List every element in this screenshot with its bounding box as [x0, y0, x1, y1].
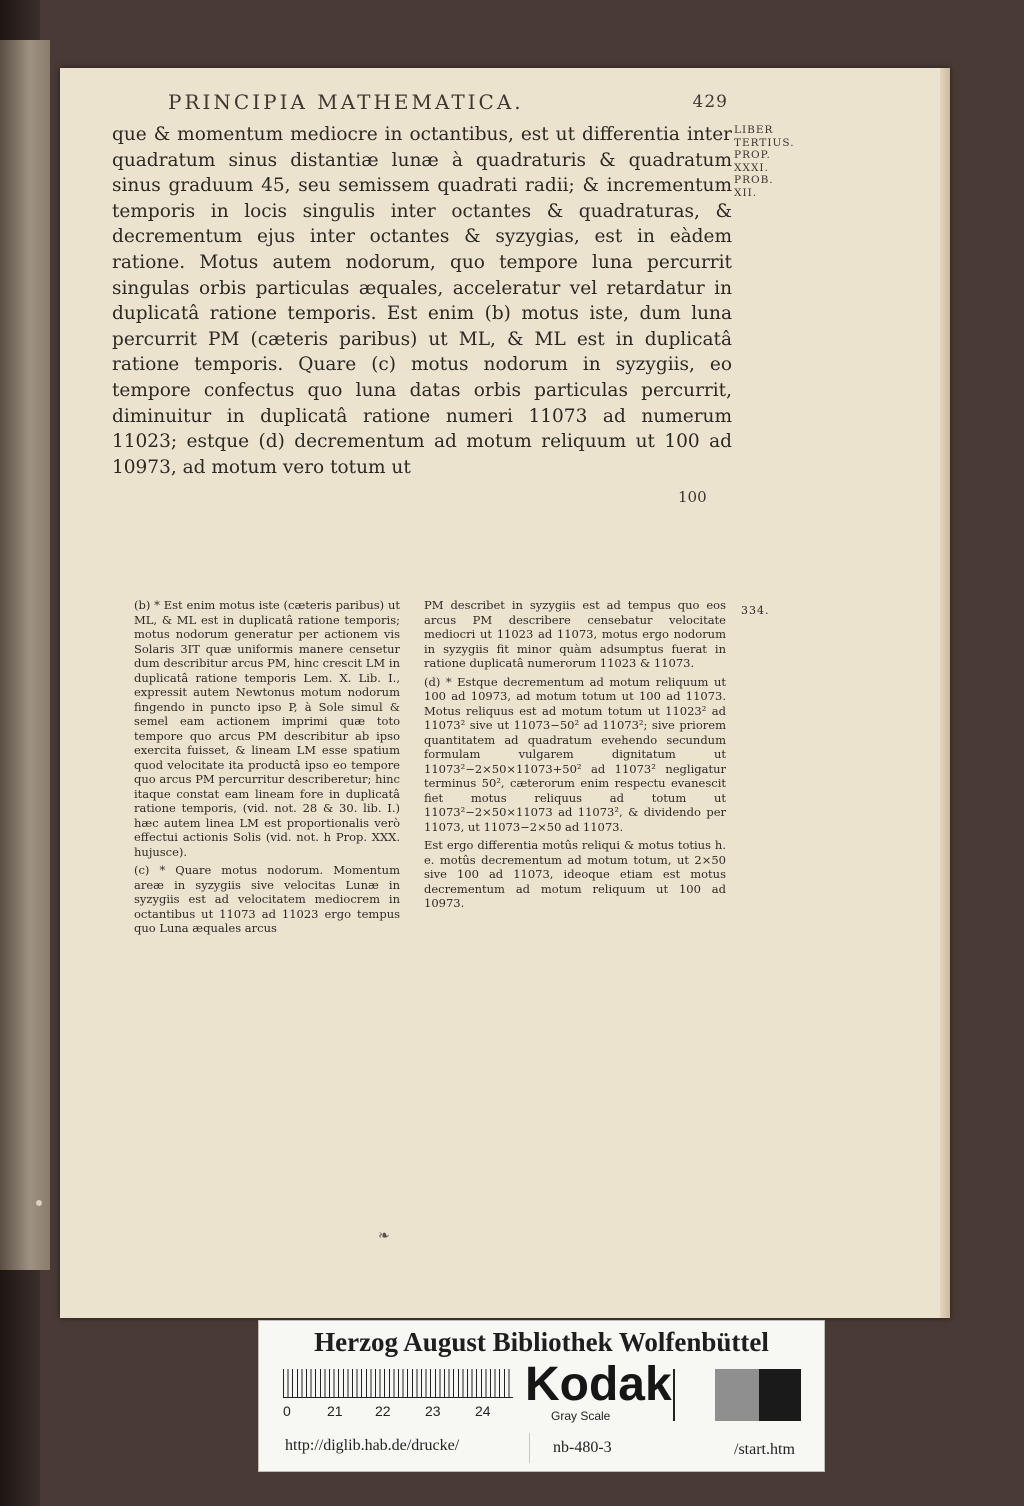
gray-swatch [715, 1369, 759, 1421]
gray-scale-label: Gray Scale [551, 1409, 611, 1423]
main-paragraph: que & momentum mediocre in octantibus, est ut differentia inter quadratum sinus distantiæ lunæ à quadraturis & quadratum sinus graduum 45, seu semissem quadrati radii; & incrementum temporis in locis singulis inter octantes & quadraturas, & decrementum ejus inter octantes & syzygias, est in eàdem ratione. Motus autem nodorum, quo tempore luna percurrit singulas orbis particulas æquales, acceleratur vel retardatur in duplicatâ ratione temporis. Est enim (b) motus iste, dum luna percurrit PM (cæteris paribus) ut ML, & ML est in duplicatâ ratione temporis. Quare (c) motus nodorum in syzygiis, eo tempore confectus quo luna datas orbis particulas percurrit, diminuitur in duplicatâ ratione numeri 11073 ad numerum 11023; estque (d) decrementum ad motum reliquum ut 100 ad 10973, ad motum vero totum ut [112, 124, 732, 478]
library-url: http://diglib.hab.de/drucke/ [285, 1437, 460, 1454]
footnote-c-continued: PM describet in syzygiis est ad tempus quo eos arcus PM describere censebatur velocitate mediocri ut 11023 ad 11073, motus ergo nodorum in syzygiis fit minor quàm adsumptus fuerat in ratione duplicatâ numerorum 11023 & 11073. [424, 598, 726, 670]
running-header [168, 90, 728, 114]
footnote-d: (d) * Estque decrementum ad motum reliquum ut 100 ad 10973, ad motum totum ut 100 ad 11073. Motus reliquus est ad motum totum ut 11023² ad 11073² sive ut 11073−50² ad 11073²; sive priorem quantitatem ad quadratum evehendo secundum formulam vulgarem dignitatum ut 11073²−2×50×11073+50² ad 11073² negligatur terminus 50², cæterorum enim respectu evanescit fiet motus reliquus ad totum ut 11073²−2×50×11073 ad 11073², & dividendo per 11073, ut 11073−2×50 ad 11073. [424, 674, 726, 834]
margin-note-line: PROP. [734, 149, 771, 161]
margin-note [734, 124, 795, 199]
page-edge [940, 68, 950, 1318]
ruler-number: 23 [425, 1403, 441, 1419]
margin-note-line: LIBER [734, 124, 774, 136]
page-number: 429 [692, 92, 728, 112]
previous-page-edge [0, 40, 50, 1270]
start-path: /start.htm [734, 1441, 795, 1458]
ruler-number: 22 [375, 1403, 391, 1419]
footnote-margin-number: 334. [741, 604, 770, 617]
black-swatch [759, 1369, 801, 1421]
ruler-number: 21 [327, 1403, 343, 1419]
library-color-card [258, 1320, 825, 1472]
ruler-number: 0 [283, 1403, 291, 1419]
ornament-icon: ❧ [378, 1228, 390, 1244]
main-text-block [112, 122, 732, 480]
ruler-numbers [279, 1403, 519, 1419]
margin-note-line: XII. [734, 186, 758, 199]
footnotes-right-column [424, 598, 726, 915]
ruler-number: 24 [475, 1403, 491, 1419]
margin-note-line: XXXI. [734, 161, 769, 174]
binding-dot [36, 1200, 42, 1206]
library-name: Herzog August Bibliothek Wolfenbüttel [314, 1327, 769, 1357]
card-separator [529, 1433, 530, 1463]
scale-ruler [283, 1369, 513, 1398]
card-divider [673, 1369, 675, 1421]
margin-note-line: TERTIUS. [734, 136, 795, 149]
footnote-b: (b) * Est enim motus iste (cæteris paribus) ut ML, & ML est in duplicatâ ratione temporis; motus nodorum generatur per actionem vis Solaris 3IT quæ uniformis manere censetur dum describitur arcus PM, hinc crescit LM in duplicatâ ratione temporis Lem. X. Lib. I., expressit autem Newtonus motum nodorum fingendo in puncto ipso P, à Sole simul & semel eam actionem imprimi quæ toto tempore quo arcus PM describitur ab ipso exercita fuisset, & lineam LM esse spatium quod velocitate ita productâ ipso eo tempore quo arcus PM percurritur describeretur; hinc itaque constat eam lineam fore in duplicatâ ratione temporis, (vid. not. 28 & 30. lib. I.) hæc autem linea LM est proportionalis verò effectui actionis Solis (vid. not. h Prop. XXX. hujusce). [134, 598, 400, 859]
shelfmark-code: nb-480-3 [553, 1439, 612, 1456]
catchword: 100 [678, 488, 707, 506]
footnotes-left-column [134, 598, 400, 940]
kodak-logo: Kodak [525, 1358, 672, 1411]
running-title: PRINCIPIA MATHEMATICA. [168, 90, 524, 114]
footnote-c: (c) * Quare motus nodorum. Momentum areæ in syzygiis sive velocitas Lunæ in syzygiis est ad velocitatem mediocrem in octantibus ut 11073 ad 11023 ergo tempus quo Luna æquales arcus [134, 863, 400, 935]
footnote-d-conclusion: Est ergo differentia motûs reliqui & motus totius h. e. motûs decrementum ad motum totum, ut 2×50 sive 100 ad 11073, ideoque etiam est motus decrementum ad motum reliquum ut 100 ad 10973. [424, 838, 726, 910]
margin-note-line: PROB. [734, 174, 774, 186]
